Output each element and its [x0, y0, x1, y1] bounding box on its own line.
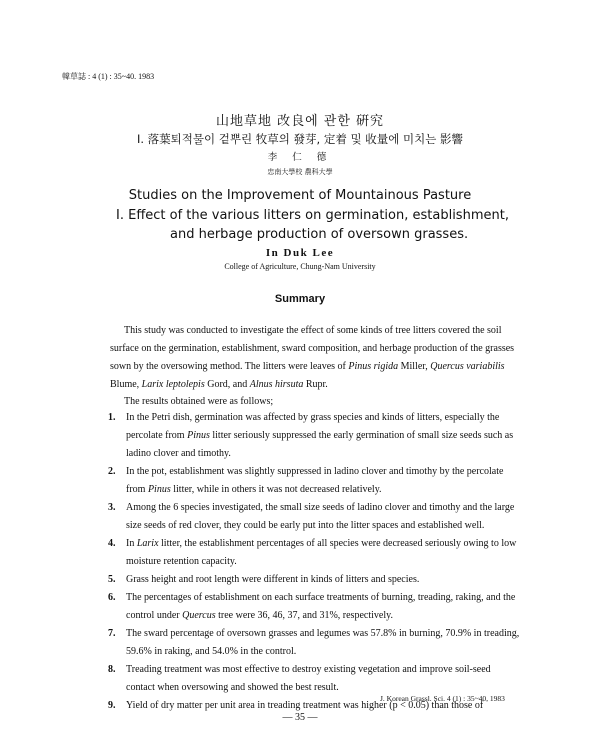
intro-text-a: This study was conducted to investigate the effect of some kinds of tree litters covered the soil surface on the germination, establishment, sward composition, and herbage production of the grasses sown by the oversowing method. The litters were leaves of [110, 325, 515, 372]
result-number: 9. [108, 700, 116, 711]
species-larix-leptolepis: Larix leptolepis [141, 379, 205, 390]
result-number: 5. [108, 574, 116, 585]
footer-journal-reference: J. Korean Grassl. Sci. 4 (1) : 35~40, 1983 [380, 694, 505, 703]
result-item: 1. In the Petri dish, germination was affected by grass species and kinds of litters, especially the percolate from Pinus litter seriously suppressed the early germination of small size seeds such as ladino clover and timothy. [108, 409, 520, 463]
result-number: 6. [108, 592, 116, 603]
result-item: 2. In the pot, establishment was slightly suppressed in ladino clover and timothy by the percolate from Pinus litter, while in others it was not decreased relatively. [108, 463, 520, 499]
intro-text-e: Rupr. [303, 379, 328, 390]
species-alnus-hirsuta: Alnus hirsuta [249, 379, 304, 390]
result-item: 5. Grass height and root length were different in kinds of litters and species. [108, 571, 520, 589]
intro-text-b: Miller, [398, 361, 431, 372]
result-number: 4. [108, 538, 116, 549]
result-number: 3. [108, 502, 116, 513]
korean-author: 李 仁 德 [267, 152, 333, 163]
species-quercus-variabilis: Quercus variabilis [430, 361, 505, 372]
english-title-line-2: Ⅰ. Effect of the various litters on germination, establishment, [116, 208, 509, 223]
result-number: 7. [108, 628, 116, 639]
intro-text-c: Blume, [110, 379, 142, 390]
result-item: 3. Among the 6 species investigated, the small size seeds of ladino clover and timothy and the large size seeds of red clover, they could be early put into the litter spaces and established well. [108, 499, 520, 535]
result-item: 7. The sward percentage of oversown grasses and legumes was 57.8% in burning, 70.9% in treading, 59.6% in raking, and 54.0% in the control. [108, 625, 520, 661]
results-list [108, 409, 520, 715]
intro-text-d: Gord, and [204, 379, 250, 390]
korean-title-line-1: 山地草地 改良에 관한 硏究 [215, 114, 385, 129]
result-number: 1. [108, 412, 116, 423]
english-title-line-1: Studies on the Improvement of Mountainous Pasture [128, 188, 472, 203]
korean-affiliation: 忠南大學校 農科大學 [267, 168, 333, 176]
result-number: 8. [108, 664, 116, 675]
result-item: 9. Yield of dry matter per unit area in treading treatment was higher (p < 0.05) than those of [108, 697, 520, 715]
journal-reference: 韓草誌 : 4 (1) : 35~40. 1983 [62, 72, 155, 81]
intro-paragraph [110, 322, 520, 394]
result-item: 8. Treading treatment was most effective to destroy existing vegetation and improve soil-seed contact when oversowing and showed the best result. [108, 661, 520, 697]
page-number: — 35 — [282, 712, 318, 723]
english-author: In Duk Lee [265, 247, 335, 259]
summary-heading: Summary [274, 293, 326, 305]
results-intro: The results obtained were as follows; [124, 396, 274, 407]
result-item: 4. In Larix litter, the establishment percentages of all species were decreased seriously owing to low moisture retention capacity. [108, 535, 520, 571]
korean-title-line-2: Ⅰ. 落葉퇴적물이 겉뿌린 牧草의 發芽, 定着 및 收量에 미치는 影響 [136, 132, 464, 146]
result-number: 2. [108, 466, 116, 477]
english-affiliation: College of Agriculture, Chung-Nam University [224, 262, 376, 271]
english-title-line-3: and herbage production of oversown grasses. [170, 227, 469, 242]
species-pinus-rigida: Pinus rigida [348, 361, 399, 372]
result-item: 6. The percentages of establishment on each surface treatments of burning, treading, raking, and the control under Quercus tree were 36, 46, 37, and 31%, respectively. [108, 589, 520, 625]
